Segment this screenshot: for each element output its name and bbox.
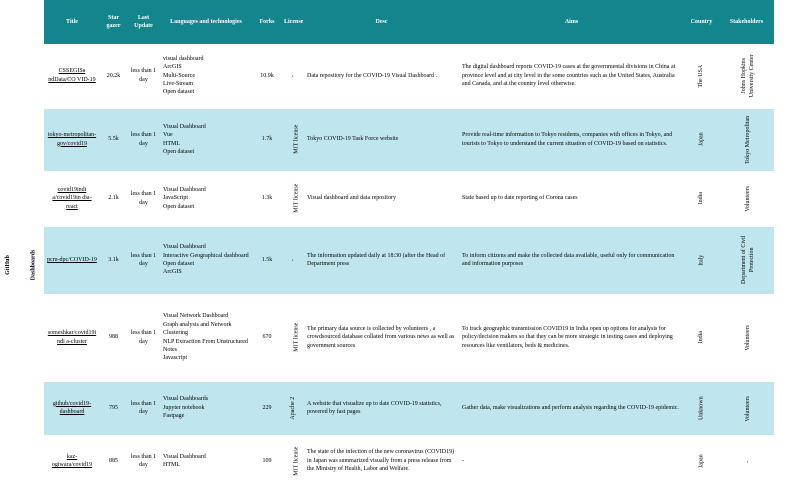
language-item: HTML	[163, 462, 180, 468]
cell-desc: The state of the infection of the new coronavirus (COVID19) in Japan was summarized visually from a press release from the Ministry of Health, Labor and Welfare.	[304, 435, 459, 487]
cell-languages	[160, 44, 252, 108]
cell-aims: -	[459, 435, 684, 487]
cell-stakeholders	[719, 171, 774, 226]
header-last-update: Last Update	[127, 0, 160, 44]
cell-country	[684, 108, 719, 171]
table-row	[44, 435, 774, 487]
header-aims: Aims	[459, 0, 684, 44]
cell-languages	[160, 226, 252, 294]
cell-desc: Tokyo COVID-19 Task Force website	[304, 108, 459, 171]
cell-last-update: less than 1 day	[127, 381, 160, 435]
cell-aims: The digital dashboard reports COVID-19 cases at the governmental divisions in China at province level and at city level in the some countries such as the United States, Australia and Canada, and at the country level otherwise.	[459, 44, 684, 108]
header-license: License	[282, 0, 304, 44]
group-label-dashboards: Dashboards	[30, 249, 37, 281]
cell-stars: 3.1k	[100, 226, 127, 294]
cell-license	[282, 171, 304, 226]
language-item: Visual Dashboard	[163, 453, 206, 460]
cell-aims: Provide real-time information to Tokyo residents, companies with offices in Tokyo, and tourists to Tokyo to understand the current situation of COVID-19 based on statistics.	[459, 108, 684, 171]
cell-stakeholders	[719, 381, 774, 435]
language-item: Multi-Source	[163, 72, 195, 79]
language-item: Visual Dashboard	[163, 123, 206, 130]
country-text: India	[698, 192, 705, 205]
cell-forks: 1.7k	[252, 108, 282, 171]
language-item: Live-Stream	[163, 80, 193, 87]
cell-last-update: less than 1 day	[127, 294, 160, 381]
license-text: -	[289, 74, 296, 77]
language-item: JavaScript	[163, 195, 188, 202]
cell-forks: 10.9k	[252, 44, 282, 108]
cell-forks: 229	[252, 381, 282, 435]
table-row	[44, 171, 774, 226]
cell-license	[282, 226, 304, 294]
table-row	[44, 294, 774, 381]
language-item: ArcGIS	[163, 269, 182, 276]
cell-license	[282, 294, 304, 381]
cell-aims: Gather data, make visualizations and perform analysis regarding the COVID-19 epidemic.	[459, 381, 684, 435]
cell-last-update: less than 1 day	[127, 44, 160, 108]
repo-link[interactable]: pcm-dpc/COVID-19	[47, 256, 97, 263]
cell-country	[684, 226, 719, 294]
header-stars: Star gazer	[100, 0, 127, 44]
country-text: Japan	[698, 454, 705, 468]
header-stakeholders: Stakeholders	[719, 0, 774, 44]
language-item: Open dataset	[163, 89, 195, 96]
language-item: Visual Network Dashboard	[163, 313, 229, 320]
cell-languages	[160, 294, 252, 381]
cell-stars: 885	[100, 435, 127, 487]
cell-stakeholders	[719, 435, 774, 487]
cell-title	[44, 108, 100, 171]
license-text: MIT license	[293, 446, 300, 476]
stakeholders-text: Johns Hopkins University Center	[741, 54, 755, 98]
cell-languages	[160, 171, 252, 226]
repo-link[interactable]: covid19indi a/covid19in dia-react	[52, 186, 92, 210]
cell-stars: 988	[100, 294, 127, 381]
cell-title	[44, 381, 100, 435]
table-header-row	[44, 0, 774, 44]
cell-country	[684, 171, 719, 226]
license-text: Apache 2	[290, 396, 297, 420]
cell-title	[44, 171, 100, 226]
cell-languages	[160, 381, 252, 435]
cell-desc: The information updated daily at 18:30 (after the Head of Department press	[304, 226, 459, 294]
cell-license	[282, 381, 304, 435]
cell-last-update: less than 1 day	[127, 435, 160, 487]
repo-link[interactable]: someshkar/covid19indi a-cluster	[47, 330, 97, 345]
table-row	[44, 226, 774, 294]
stakeholders-text: Department of Civil Protection	[741, 235, 755, 285]
cell-desc: The primary data source is collected by volunteers , a crowdsourced database collated from various news as well as government sources	[304, 294, 459, 381]
stakeholders-text: -	[745, 460, 752, 463]
license-text: MIT license	[293, 322, 300, 353]
cell-title	[44, 226, 100, 294]
language-item: visual dashboard	[163, 55, 204, 62]
country-text: The USA	[698, 64, 705, 88]
cell-country	[684, 381, 719, 435]
language-item: ArcGIS	[163, 64, 182, 71]
language-item: HTML	[163, 140, 180, 147]
language-item: Visual Dashboard	[163, 244, 206, 251]
dashboards-table	[44, 0, 774, 488]
cell-desc: Data repository for the COVID-19 Visual Dashboard .	[304, 44, 459, 108]
stakeholders-text: Volunteers	[745, 395, 752, 422]
cell-stakeholders	[719, 226, 774, 294]
license-text: MIT license	[293, 124, 300, 155]
repo-link[interactable]: kaz-ogiwara/covid19	[51, 453, 93, 468]
language-item: Javascript	[163, 355, 187, 362]
cell-country	[684, 44, 719, 108]
country-text: Japan	[698, 132, 705, 147]
cell-languages	[160, 435, 252, 487]
cell-stars: 2.1k	[100, 171, 127, 226]
stakeholders-text: Volunteers	[745, 186, 752, 212]
header-languages: Languages and technologies	[160, 0, 252, 44]
cell-aims: To track geographic transmission COVID19 in India open up options for analysis for policy/decision makers so that they can be more strategic in testing cases and deploying resources like ventilators, beds & medicines.	[459, 294, 684, 381]
header-desc: Desc	[304, 0, 459, 44]
language-item: Open dataset	[163, 261, 195, 267]
repo-link[interactable]: CSSEGISa ndData/CO VID-19	[48, 68, 96, 83]
cell-desc: A website that visualize up to date COVID-19 statistics, powered by fast pages	[304, 381, 459, 435]
cell-country	[684, 435, 719, 487]
country-text: Italy	[698, 254, 705, 266]
language-item: Vue	[163, 132, 173, 139]
cell-stars: 795	[100, 381, 127, 435]
cell-stakeholders	[719, 294, 774, 381]
language-item: Visual Dashboards	[163, 396, 209, 403]
cell-languages	[160, 108, 252, 171]
group-label-github: GitHub	[4, 255, 11, 275]
cell-license	[282, 108, 304, 171]
repo-link[interactable]: github/covid19-dashboard	[52, 400, 92, 415]
cell-title	[44, 435, 100, 487]
cell-aims: To inform citizens and make the collected data available, useful only for communication and information purposes	[459, 226, 684, 294]
country-text: India	[698, 331, 705, 344]
cell-stars: 5.5k	[100, 108, 127, 171]
cell-stakeholders	[719, 44, 774, 108]
language-item: Jupyter notebook	[163, 404, 205, 411]
table-row	[44, 108, 774, 171]
cell-stakeholders	[719, 108, 774, 171]
cell-last-update: less than 1 day	[127, 171, 160, 226]
language-item: Open dataset	[163, 148, 195, 155]
language-item: Open dataset	[163, 203, 195, 210]
cell-forks: 109	[252, 435, 282, 487]
cell-aims: State based up to date reporting of Corona cases	[459, 171, 684, 226]
stakeholders-text: Tokyo Metropolitan	[745, 115, 752, 165]
cell-last-update: less than 1 day	[127, 226, 160, 294]
cell-title	[44, 294, 100, 381]
header-country: Country	[684, 0, 719, 44]
language-item: Graph analysis and Network Clustering	[163, 321, 232, 337]
language-item: Fastpage	[163, 413, 185, 420]
cell-country	[684, 294, 719, 381]
cell-forks: 670	[252, 294, 282, 381]
language-item: Interactive Geographical dashboard	[163, 252, 249, 259]
license-text: -	[289, 258, 296, 261]
cell-last-update: less than 1 day	[127, 108, 160, 171]
language-item: Visual Dashboard	[163, 186, 206, 193]
language-item: NLP Extraction From Unstructured Notes	[163, 338, 248, 353]
table-row	[44, 44, 774, 108]
table-row	[44, 381, 774, 435]
cell-license	[282, 435, 304, 487]
header-forks: Forks	[252, 0, 282, 44]
stakeholders-text: Volunteers	[745, 325, 752, 351]
cell-license	[282, 44, 304, 108]
header-title: Title	[44, 0, 100, 44]
license-text: MIT license	[293, 183, 300, 214]
country-text: Unknown	[698, 396, 705, 420]
repo-link[interactable]: tokyo-metropolitan-gov/covid19	[47, 132, 97, 147]
cell-stars: 20.2k	[100, 44, 127, 108]
cell-forks: 1.5k	[252, 226, 282, 294]
cell-desc: Visual dashboard and data repository	[304, 171, 459, 226]
cell-title	[44, 44, 100, 108]
cell-forks: 1.3k	[252, 171, 282, 226]
